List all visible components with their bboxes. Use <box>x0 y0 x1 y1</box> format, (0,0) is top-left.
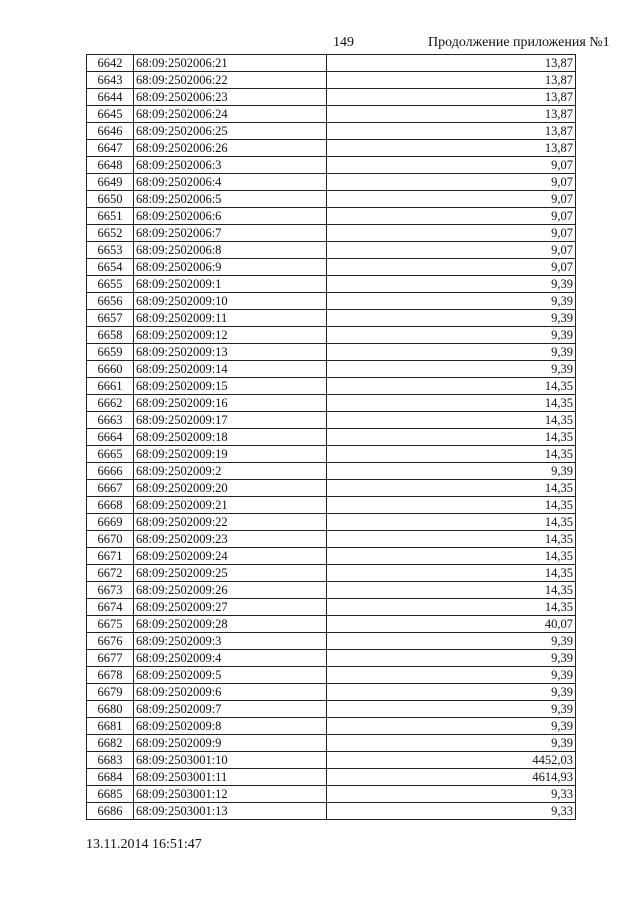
row-number: 6661 <box>87 378 134 395</box>
row-number: 6646 <box>87 123 134 140</box>
table-row <box>87 344 576 361</box>
table-row <box>87 531 576 548</box>
row-number: 6649 <box>87 174 134 191</box>
row-number: 6665 <box>87 446 134 463</box>
table-row <box>87 565 576 582</box>
cadastral-table <box>86 54 576 820</box>
row-value: 9,39 <box>327 701 576 718</box>
row-number: 6644 <box>87 89 134 106</box>
cadastral-number: 68:09:2502009:5 <box>134 667 327 684</box>
row-value: 14,35 <box>327 446 576 463</box>
row-number: 6660 <box>87 361 134 378</box>
row-value: 4452,03 <box>327 752 576 769</box>
table-row <box>87 106 576 123</box>
row-number: 6645 <box>87 106 134 123</box>
table-row <box>87 616 576 633</box>
row-value: 13,87 <box>327 123 576 140</box>
row-number: 6663 <box>87 412 134 429</box>
cadastral-number: 68:09:2502009:28 <box>134 616 327 633</box>
cadastral-number: 68:09:2502009:2 <box>134 463 327 480</box>
cadastral-number: 68:09:2502006:8 <box>134 242 327 259</box>
cadastral-number: 68:09:2502009:16 <box>134 395 327 412</box>
row-value: 9,39 <box>327 650 576 667</box>
row-value: 9,07 <box>327 174 576 191</box>
row-number: 6675 <box>87 616 134 633</box>
table-row <box>87 191 576 208</box>
cadastral-number: 68:09:2502009:20 <box>134 480 327 497</box>
cadastral-number: 68:09:2502006:26 <box>134 140 327 157</box>
row-number: 6647 <box>87 140 134 157</box>
row-value: 13,87 <box>327 55 576 72</box>
cadastral-number: 68:09:2502009:1 <box>134 276 327 293</box>
cadastral-number: 68:09:2502009:9 <box>134 735 327 752</box>
cadastral-number: 68:09:2502009:27 <box>134 599 327 616</box>
cadastral-number: 68:09:2502009:22 <box>134 514 327 531</box>
table-row <box>87 650 576 667</box>
row-number: 6655 <box>87 276 134 293</box>
row-value: 14,35 <box>327 480 576 497</box>
cadastral-number: 68:09:2502009:24 <box>134 548 327 565</box>
row-value: 14,35 <box>327 582 576 599</box>
cadastral-number: 68:09:2502006:21 <box>134 55 327 72</box>
row-value: 9,07 <box>327 208 576 225</box>
row-value: 9,39 <box>327 293 576 310</box>
cadastral-number: 68:09:2502006:4 <box>134 174 327 191</box>
row-number: 6664 <box>87 429 134 446</box>
cadastral-number: 68:09:2502006:5 <box>134 191 327 208</box>
cadastral-number: 68:09:2502006:6 <box>134 208 327 225</box>
row-value: 9,39 <box>327 463 576 480</box>
row-number: 6670 <box>87 531 134 548</box>
cadastral-number: 68:09:2502009:11 <box>134 310 327 327</box>
row-number: 6654 <box>87 259 134 276</box>
table-row <box>87 378 576 395</box>
row-value: 14,35 <box>327 378 576 395</box>
cadastral-number: 68:09:2502009:3 <box>134 633 327 650</box>
row-number: 6659 <box>87 344 134 361</box>
table-body <box>87 55 576 820</box>
row-value: 9,07 <box>327 191 576 208</box>
table-row <box>87 72 576 89</box>
row-value: 9,39 <box>327 633 576 650</box>
cadastral-number: 68:09:2502009:15 <box>134 378 327 395</box>
cadastral-number: 68:09:2502009:25 <box>134 565 327 582</box>
cadastral-number: 68:09:2502009:17 <box>134 412 327 429</box>
row-number: 6686 <box>87 803 134 820</box>
table-row <box>87 667 576 684</box>
cadastral-number: 68:09:2502009:19 <box>134 446 327 463</box>
row-number: 6669 <box>87 514 134 531</box>
row-value: 14,35 <box>327 565 576 582</box>
table-row <box>87 446 576 463</box>
cadastral-number: 68:09:2502006:23 <box>134 89 327 106</box>
table-row <box>87 803 576 820</box>
row-value: 14,35 <box>327 514 576 531</box>
row-number: 6672 <box>87 565 134 582</box>
row-number: 6683 <box>87 752 134 769</box>
table-row <box>87 582 576 599</box>
row-value: 4614,93 <box>327 769 576 786</box>
cadastral-number: 68:09:2502009:13 <box>134 344 327 361</box>
row-number: 6648 <box>87 157 134 174</box>
table-row <box>87 769 576 786</box>
row-number: 6681 <box>87 718 134 735</box>
row-number: 6662 <box>87 395 134 412</box>
page-number: 149 <box>333 35 354 50</box>
row-value: 14,35 <box>327 395 576 412</box>
table-row <box>87 242 576 259</box>
row-value: 13,87 <box>327 72 576 89</box>
cadastral-number: 68:09:2502009:14 <box>134 361 327 378</box>
row-number: 6677 <box>87 650 134 667</box>
table-row <box>87 480 576 497</box>
row-value: 9,39 <box>327 276 576 293</box>
row-value: 13,87 <box>327 140 576 157</box>
table-row <box>87 463 576 480</box>
table-row <box>87 718 576 735</box>
row-value: 9,39 <box>327 344 576 361</box>
row-number: 6682 <box>87 735 134 752</box>
table-row <box>87 786 576 803</box>
row-value: 14,35 <box>327 548 576 565</box>
row-number: 6668 <box>87 497 134 514</box>
row-value: 9,39 <box>327 310 576 327</box>
cadastral-number: 68:09:2502009:23 <box>134 531 327 548</box>
cadastral-number: 68:09:2503001:11 <box>134 769 327 786</box>
table-row <box>87 208 576 225</box>
cadastral-number: 68:09:2503001:10 <box>134 752 327 769</box>
page-title: Продолжение приложения №1 <box>428 35 610 50</box>
table-row <box>87 140 576 157</box>
row-number: 6680 <box>87 701 134 718</box>
cadastral-number: 68:09:2502009:10 <box>134 293 327 310</box>
row-number: 6642 <box>87 55 134 72</box>
row-number: 6653 <box>87 242 134 259</box>
table-row <box>87 327 576 344</box>
row-number: 6678 <box>87 667 134 684</box>
cadastral-number: 68:09:2502009:21 <box>134 497 327 514</box>
table-row <box>87 361 576 378</box>
cadastral-number: 68:09:2502006:22 <box>134 72 327 89</box>
row-number: 6651 <box>87 208 134 225</box>
table-row <box>87 497 576 514</box>
row-number: 6673 <box>87 582 134 599</box>
row-value: 13,87 <box>327 89 576 106</box>
cadastral-number: 68:09:2503001:12 <box>134 786 327 803</box>
cadastral-number: 68:09:2502009:4 <box>134 650 327 667</box>
row-value: 9,39 <box>327 684 576 701</box>
cadastral-number: 68:09:2502009:26 <box>134 582 327 599</box>
row-number: 6676 <box>87 633 134 650</box>
row-value: 9,07 <box>327 157 576 174</box>
footer-timestamp: 13.11.2014 16:51:47 <box>86 837 202 852</box>
row-value: 14,35 <box>327 497 576 514</box>
table-row <box>87 395 576 412</box>
row-number: 6674 <box>87 599 134 616</box>
table-row <box>87 514 576 531</box>
cadastral-number: 68:09:2502006:25 <box>134 123 327 140</box>
table-row <box>87 599 576 616</box>
row-value: 9,33 <box>327 786 576 803</box>
row-value: 9,07 <box>327 259 576 276</box>
row-number: 6658 <box>87 327 134 344</box>
row-number: 6657 <box>87 310 134 327</box>
row-value: 9,07 <box>327 242 576 259</box>
row-value: 40,07 <box>327 616 576 633</box>
row-value: 14,35 <box>327 599 576 616</box>
row-number: 6652 <box>87 225 134 242</box>
row-number: 6685 <box>87 786 134 803</box>
table-row <box>87 429 576 446</box>
row-value: 9,39 <box>327 735 576 752</box>
table-row <box>87 633 576 650</box>
cadastral-number: 68:09:2502009:7 <box>134 701 327 718</box>
table-row <box>87 123 576 140</box>
cadastral-number: 68:09:2502006:3 <box>134 157 327 174</box>
row-value: 9,39 <box>327 718 576 735</box>
row-value: 9,39 <box>327 667 576 684</box>
row-value: 9,39 <box>327 327 576 344</box>
row-value: 13,87 <box>327 106 576 123</box>
table-row <box>87 276 576 293</box>
row-number: 6684 <box>87 769 134 786</box>
row-number: 6679 <box>87 684 134 701</box>
row-number: 6667 <box>87 480 134 497</box>
row-value: 9,07 <box>327 225 576 242</box>
cadastral-number: 68:09:2502006:24 <box>134 106 327 123</box>
row-value: 9,33 <box>327 803 576 820</box>
cadastral-number: 68:09:2502009:12 <box>134 327 327 344</box>
cadastral-number: 68:09:2503001:13 <box>134 803 327 820</box>
cadastral-number: 68:09:2502009:8 <box>134 718 327 735</box>
row-number: 6643 <box>87 72 134 89</box>
table-row <box>87 157 576 174</box>
table-row <box>87 701 576 718</box>
table-row <box>87 752 576 769</box>
row-value: 9,39 <box>327 361 576 378</box>
table-row <box>87 548 576 565</box>
table-row <box>87 259 576 276</box>
row-number: 6666 <box>87 463 134 480</box>
cadastral-number: 68:09:2502009:6 <box>134 684 327 701</box>
cadastral-number: 68:09:2502006:7 <box>134 225 327 242</box>
table-row <box>87 735 576 752</box>
row-number: 6650 <box>87 191 134 208</box>
row-value: 14,35 <box>327 531 576 548</box>
table-row <box>87 310 576 327</box>
table-row <box>87 684 576 701</box>
table-row <box>87 55 576 72</box>
table-row <box>87 293 576 310</box>
row-number: 6656 <box>87 293 134 310</box>
table-row <box>87 174 576 191</box>
table-row <box>87 89 576 106</box>
table-row <box>87 412 576 429</box>
cadastral-number: 68:09:2502006:9 <box>134 259 327 276</box>
row-value: 14,35 <box>327 412 576 429</box>
cadastral-number: 68:09:2502009:18 <box>134 429 327 446</box>
row-value: 14,35 <box>327 429 576 446</box>
table-row <box>87 225 576 242</box>
row-number: 6671 <box>87 548 134 565</box>
